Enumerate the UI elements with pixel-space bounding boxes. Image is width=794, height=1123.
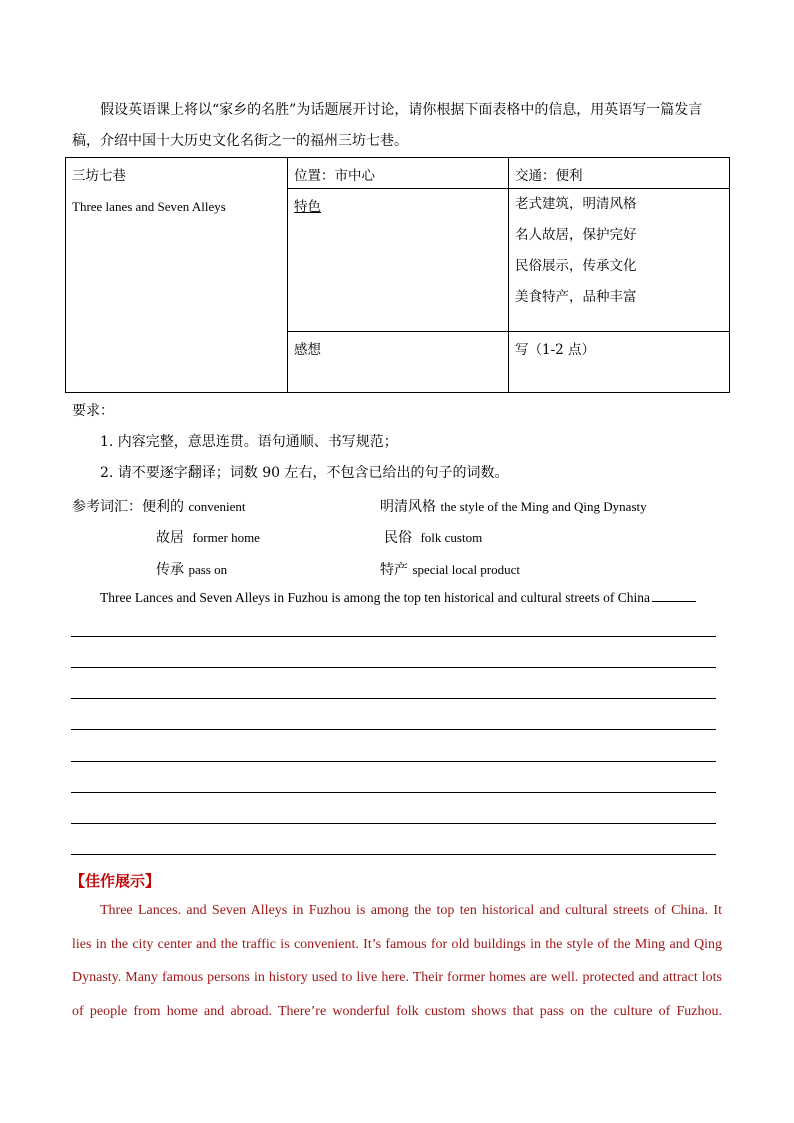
sample-essay (72, 894, 722, 1028)
starter-text: Three Lances and Seven Alleys in Fuzhou is among the top ten historical and cultural streets of China (100, 590, 650, 605)
writing-line[interactable] (71, 636, 716, 637)
writing-line[interactable] (71, 761, 716, 762)
feelings-label-cell: 感想 (288, 332, 509, 393)
feature-item: 民俗展示，传承文化 (515, 258, 637, 274)
writing-line[interactable] (71, 667, 716, 668)
features-label-cell (288, 189, 509, 332)
vocab-en: the style of the Ming and Qing Dynasty (440, 499, 647, 514)
feelings-value-cell: 写（1-2 点） (509, 332, 730, 393)
vocab-item-former-home (156, 527, 260, 547)
requirement-item-1: 1. 内容完整，意思连贯。语句通顺、书写规范； (100, 434, 398, 450)
vocab-item-pass-on (156, 559, 227, 579)
intro (72, 95, 732, 157)
vocab-en: folk custom (420, 530, 483, 545)
vocab-cn: 故居 (156, 530, 184, 546)
vocab-label: 参考词汇： (72, 499, 142, 515)
writing-line[interactable] (71, 823, 716, 824)
sample-line: Three Lances. and Seven Alleys in Fuzhou is among the top ten historical and cultural streets of China. It (100, 903, 722, 918)
name-en: Three lanes and Seven Alleys (72, 199, 226, 214)
transport-cell: 交通：便利 (509, 158, 730, 189)
vocab-item-style (380, 496, 647, 516)
vocab-item-folk-custom (384, 527, 482, 547)
sample-title: 【佳作展示】 (70, 872, 161, 890)
vocab-cn: 便利的 (142, 499, 184, 515)
features-cell (509, 189, 730, 332)
vocab-cn: 明清风格 (380, 499, 436, 515)
sample-line: lies in the city center and the traffic is convenient. It’s famous for old buildings in the style of the Ming and Qing (72, 936, 722, 952)
sample-line: Dynasty. Many famous persons in history used to live here. Their former homes are well. protected and attract lots (72, 970, 722, 985)
feature-item: 老式建筑，明清风格 (515, 196, 637, 212)
vocab-cn: 特产 (380, 562, 408, 578)
name-cell (66, 158, 288, 393)
vocab-cn: 民俗 (384, 530, 412, 546)
feature-item: 名人故居，保护完好 (515, 227, 637, 243)
starter-blank (652, 601, 696, 602)
requirements-label: 要求： (72, 403, 114, 419)
vocab-en: convenient (188, 499, 246, 514)
sample-line: of people from home and abroad. There’re wonderful folk custom shows that pass on the culture of Fuzhou. (72, 1003, 722, 1019)
starter-sentence (100, 590, 696, 606)
location-cell: 位置：市中心 (288, 158, 509, 189)
requirement-item-2: 2. 请不要逐字翻译；词数 90 左右，不包含已给出的句子的词数。 (100, 465, 509, 481)
name-cn: 三坊七巷 (72, 168, 126, 184)
intro-line-2: 稿，介绍中国十大历史文化名街之一的福州三坊七巷。 (72, 133, 408, 149)
feature-item: 美食特产，品种丰富 (515, 289, 637, 305)
vocab-en: pass on (188, 562, 228, 577)
vocab-item-special-product (380, 559, 520, 579)
intro-line-1: 假设英语课上将以“家乡的名胜”为话题展开讨论，请你根据下面表格中的信息，用英语写一篇发言 (100, 102, 703, 118)
info-table (65, 157, 730, 393)
writing-line[interactable] (71, 729, 716, 730)
vocab-en: special local product (412, 562, 521, 577)
features-label: 特色 (294, 199, 321, 215)
writing-line[interactable] (71, 792, 716, 793)
writing-line[interactable] (71, 698, 716, 699)
vocab-item-convenient (142, 496, 246, 516)
vocab-en: former home (192, 530, 260, 545)
vocab-cn: 传承 (156, 562, 184, 578)
writing-line[interactable] (71, 854, 716, 855)
